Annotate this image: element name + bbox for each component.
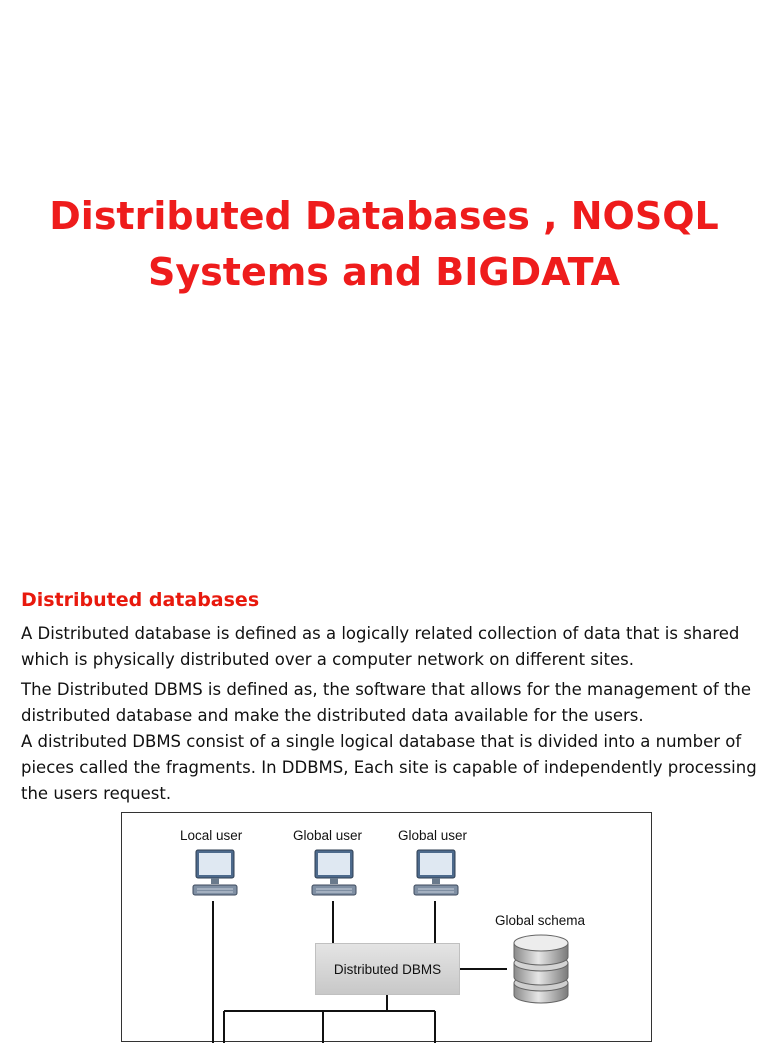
paragraph-definition: A Distributed database is defined as a logically related collection of data that is shared which is physically distributed over a computer network on different sites. <box>21 624 740 669</box>
computer-icon <box>411 849 461 899</box>
ddbms-diagram <box>121 812 652 1042</box>
title-line-1: Distributed Databases , NOSQL <box>49 194 719 238</box>
title-line-2: Systems and BIGDATA <box>148 250 620 294</box>
computer-icon <box>309 849 359 899</box>
user-label-global-1: Global user <box>293 828 363 843</box>
paragraph-ddbms: The Distributed DBMS is defined as, the software that allows for the management of the distributed database and make the distributed data available for the users. <box>21 680 752 725</box>
dbms-label: Distributed DBMS <box>333 961 442 977</box>
slide-title <box>0 188 768 300</box>
computer-icon <box>190 849 240 899</box>
diagram-connectors <box>122 813 653 1043</box>
distributed-dbms-box <box>315 943 460 995</box>
schema-label: Global schema <box>495 913 586 928</box>
user-label-global-2: Global user <box>398 828 468 843</box>
paragraph-fragments: A distributed DBMS consist of a single logical database that is divided into a number of pieces called the fragments. In DDBMS, Each site is capable of independently processing the users request. <box>21 732 757 803</box>
database-icon <box>510 931 572 1005</box>
section-heading: Distributed databases <box>21 589 260 611</box>
user-label-local: Local user <box>180 828 243 843</box>
